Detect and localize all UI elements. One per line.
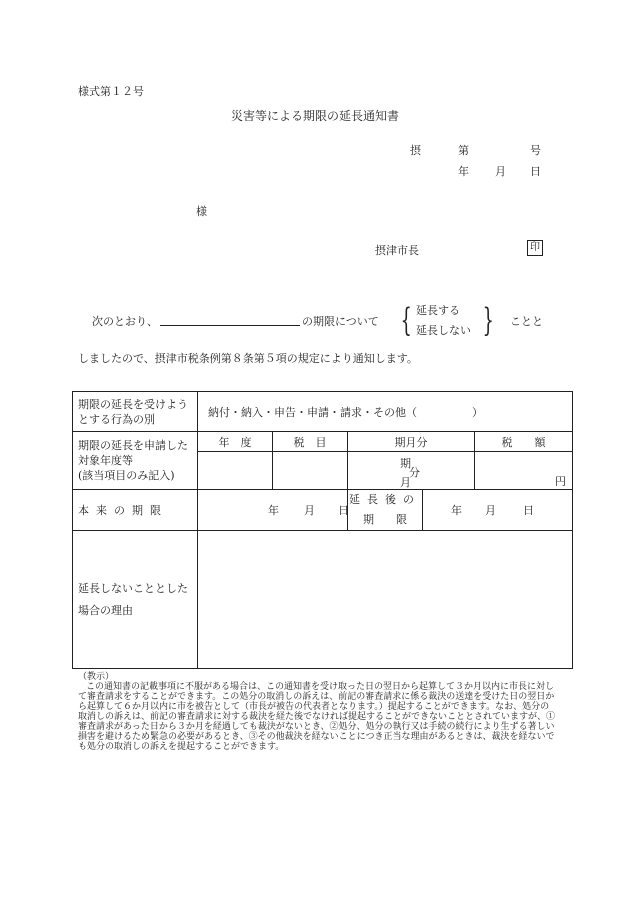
option-extend: 延長する (416, 304, 460, 317)
cell-year[interactable] (198, 452, 273, 490)
action-type-options: 納付・納入・申告・申請・請求・その他（ ） (198, 392, 573, 432)
paragraph-line2: しましたので、摂津市税条例第８条第５項の規定により通知します。 (78, 352, 418, 365)
after-label-1: 延長後の (349, 493, 421, 506)
col-header-amount: 税 額 (475, 432, 573, 452)
header-setsu: 摂 (410, 144, 421, 157)
addressee-sama: 様 (196, 205, 207, 218)
mayor-title: 摂津市長 (375, 244, 419, 257)
header-go: 号 (530, 144, 541, 157)
label-target-year: 期限の延長を申請した対象年度等 (該当項目のみ記入) (73, 432, 198, 490)
after-month: 月 (485, 504, 496, 517)
blank-underline[interactable] (160, 325, 300, 326)
col-header-tax-item: 税 目 (273, 432, 348, 452)
paragraph-end: ことと (510, 315, 543, 328)
seal-mark: 印 (527, 240, 543, 256)
orig-day: 日 (338, 504, 349, 517)
period-bun: 分 (409, 466, 420, 479)
after-day: 日 (523, 504, 534, 517)
notice-body: この通知書の記載事項に不服がある場合は、この通知書を受け取った日の翌日から起算して３か月以内に市長に対して審査請求をすることができます。この処分の取消しの訴えは、前記の審査請求に係る裁決の送達を受けた日の翌日から起算して６か月以内に市を被告として（市長が被告の代表者となります。）提起することができます。なお、処分の取消しの訴えは、前記の審査請求に対する裁決を経た後でなければ提起することができないこととされていますが、①審査請求があった日から３か月を経過しても裁決がないとき、②処分、処分の執行又は手続の続行により生ずる著しい損害を避けるため緊急の必要があるとき、③その他裁決を経ないことにつき正当な理由があるときは、裁決を経ないでも処分の取消しの訴えを提起することができます。 (78, 682, 556, 752)
after-year: 年 (451, 504, 462, 517)
paragraph-start: 次のとおり、 (92, 315, 158, 328)
cell-amount[interactable] (475, 452, 573, 490)
orig-month: 月 (304, 504, 315, 517)
option-no-extend: 延長しない (416, 324, 471, 337)
header-day: 日 (530, 165, 541, 178)
label-extended-deadline (348, 490, 423, 531)
cell-extended-deadline[interactable] (423, 490, 573, 531)
right-brace: } (482, 301, 494, 339)
label-action-type: 期限の延長を受けようとする行為の別 (73, 392, 198, 432)
header-month: 月 (495, 165, 506, 178)
cell-no-extension-reason[interactable] (198, 531, 573, 669)
extension-table (72, 391, 573, 669)
document-title: 災害等による期限の延長通知書 (230, 109, 399, 123)
col-header-period: 期月分 (348, 432, 475, 452)
after-label-2: 期 限 (363, 513, 407, 526)
cell-period[interactable] (348, 452, 475, 490)
label-original-deadline: 本来の期限 (73, 490, 198, 531)
period-ki: 期 (400, 457, 411, 470)
cell-original-deadline[interactable] (198, 490, 348, 531)
paragraph-mid: の期限について (302, 315, 379, 328)
form-number: 様式第１２号 (78, 85, 144, 98)
orig-year: 年 (268, 504, 279, 517)
amount-yen: 円 (555, 475, 566, 488)
header-dai: 第 (458, 144, 469, 157)
col-header-year: 年 度 (198, 432, 273, 452)
header-year: 年 (458, 165, 469, 178)
period-tsuki: 月 (400, 476, 411, 489)
cell-tax-item[interactable] (273, 452, 348, 490)
left-brace: { (400, 301, 412, 339)
label-no-extension-reason: 延長しないこととした場合の理由 (73, 531, 198, 669)
notice-heading: （教示） (78, 672, 115, 682)
notice-block (78, 672, 558, 752)
